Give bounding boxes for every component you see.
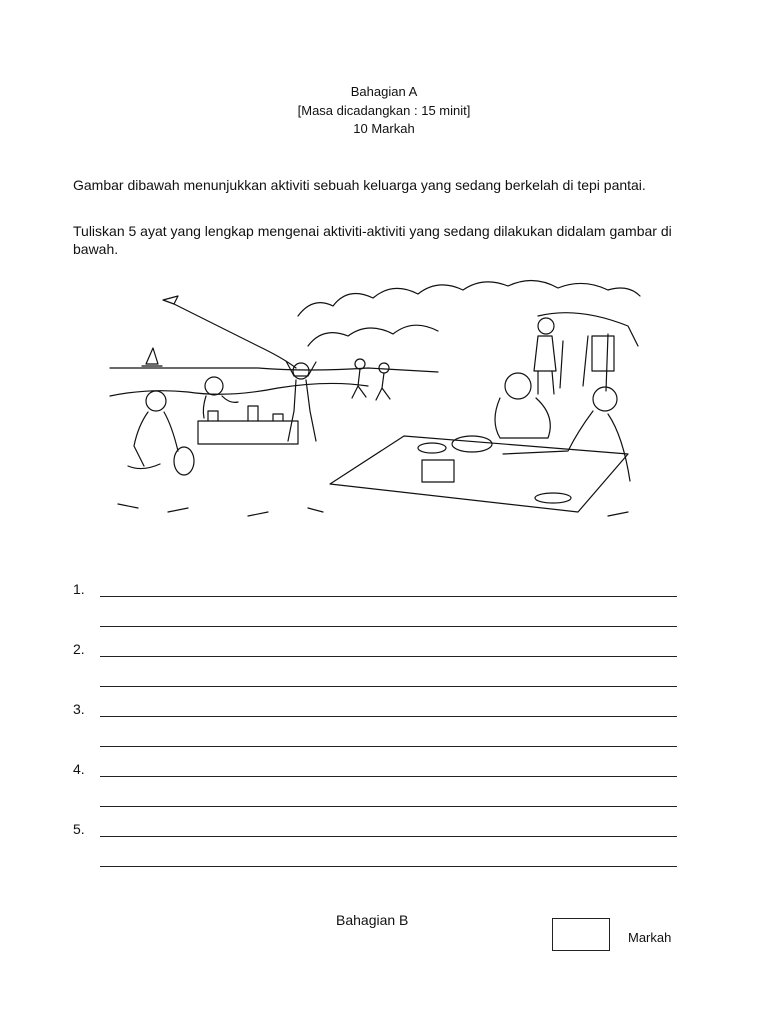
answer-number-1: 1. — [73, 581, 85, 597]
answer-rule — [100, 656, 677, 657]
answer-number-3: 3. — [73, 701, 85, 717]
answer-rule — [100, 596, 677, 597]
beach-picnic-illustration — [108, 276, 642, 530]
answer-number-5: 5. — [73, 821, 85, 837]
answer-line-1[interactable] — [73, 581, 677, 597]
instruction-paragraph-2: Tuliskan 5 ayat yang lengkap mengenai aktiviti-aktiviti yang sedang dilakukan didalam gambar di bawah. — [73, 223, 672, 257]
answer-line-5[interactable] — [73, 821, 677, 837]
answer-line-4[interactable] — [73, 761, 677, 777]
section-marks: 10 Markah — [353, 121, 415, 136]
answer-line-3-continuation[interactable] — [73, 731, 677, 747]
answer-rule — [100, 716, 677, 717]
answer-rule — [100, 746, 677, 747]
answer-line-5-continuation[interactable] — [73, 851, 677, 867]
answer-line-3[interactable] — [73, 701, 677, 717]
instruction-paragraph-1: Gambar dibawah menunjukkan aktiviti sebuah keluarga yang sedang berkelah di tepi pantai. — [73, 177, 646, 193]
answer-number-4: 4. — [73, 761, 85, 777]
answer-line-4-continuation[interactable] — [73, 791, 677, 807]
answer-rule — [100, 806, 677, 807]
marks-box[interactable] — [552, 918, 610, 951]
answer-line-2[interactable] — [73, 641, 677, 657]
answer-number-2: 2. — [73, 641, 85, 657]
marks-label: Markah — [628, 930, 672, 945]
answer-rule — [100, 866, 677, 867]
answer-rule — [100, 626, 677, 627]
answer-line-2-continuation[interactable] — [73, 671, 677, 687]
answer-line-1-continuation[interactable] — [73, 611, 677, 627]
answer-rule — [100, 686, 677, 687]
section-a-title: Bahagian A — [350, 84, 418, 99]
answer-rule — [100, 836, 677, 837]
answer-rule — [100, 776, 677, 777]
suggested-time: [Masa dicadangkan : 15 minit] — [297, 103, 471, 118]
section-b-title: Bahagian B — [336, 912, 409, 928]
